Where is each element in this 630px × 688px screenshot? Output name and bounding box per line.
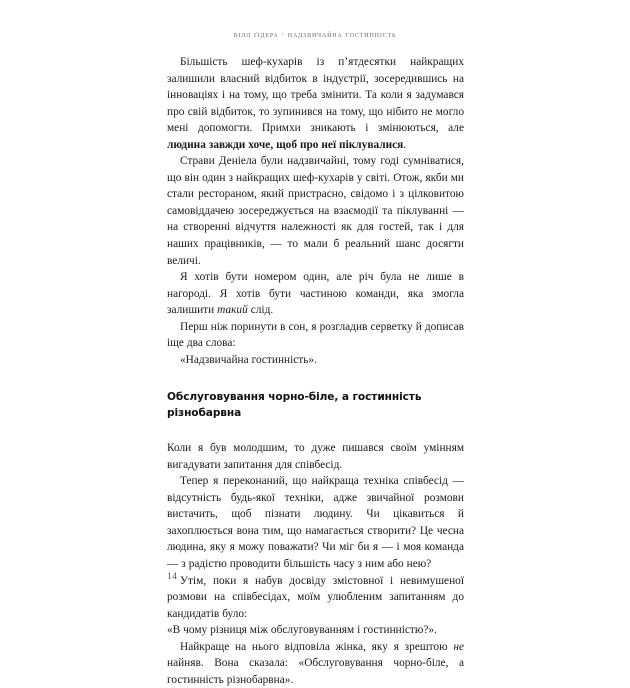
paragraph-1-text-a: Більшість шеф-кухарів із п’ятдесятки найкращих залишили власний відбиток в індустрії, зосередившись на інноваціях і на тому, що треба змінити. Та коли я задумався про свій відбиток, то зупинився на тому, що нібито не могло мені допомогти. Примхи зникають і змінюються, але [167,56,464,135]
paragraph-3-text-a: Я хотів бути номером один, але річ була не лише в нагороді. Я хотів бути частиною команди, яка змогла залишити [167,271,464,317]
paragraph-5-quote: «Надзвичайна гостинність». [180,353,317,366]
paragraph-8: Утім, поки я набув досвіду змістовної і невимушеної розмови на співбесідах, моїм улюбленим запитанням до кандидатів було: [167,574,464,620]
paragraph-10 [167,639,464,688]
paragraph-1-emphasis: людина завжди хоче, щоб про неї піклувалися [167,138,404,151]
paragraph-1-text-b: . [403,138,407,151]
paragraph-1 [167,54,464,153]
paragraph-10-text-b: найняв. Вона сказала: «Обслуговування чорно-біле, а гостинність різнобарвна». [167,657,464,686]
paragraph-6: Коли я був молодшим, то дуже пишався своїм умінням вигадувати запитання для співбесід. [167,442,464,471]
page-number: 14 [167,572,178,582]
paragraph-10-text-a: Найкраще на нього відповіла жінка, яку я зрештою [180,640,454,653]
paragraph-2: Страви Деніела були надзвичайні, тому годі сумніватися, що він один з найкращих шеф-кухарів у світі. Отож, якби ми стали рестораном, який пристрасно, свідомо і з цілковитою самовіддачею зосереджується на взаємодії та піклуванні — на створенні відчуття належності як для гостей, так і для наших працівників, — то мали б реальний шанс досягти величі. [167,155,464,267]
text-block [167,54,464,688]
heading-spacer-below [167,421,464,440]
section-heading: Обслуговування чорно-біле, а гостинність різнобарвна [167,391,422,419]
paragraph-7: Тепер я переконаний, що найкраща техніка співбесід — відсутність будь-якої техніки, адже звичайної розмови вистачить, щоб пізнати людину. Чи цікавиться й захоплюється вона тим, що намагається створити? Це чесна людина, яку я можу поважати? Чи міг би я — і моя команда — з радістю проводити більшість часу з ним або нею? [167,475,464,571]
paragraph-9-question: «В чому різниця між обслуговуванням і гостинністю?». [167,624,437,637]
heading-spacer-above [167,368,464,390]
running-head: вілл ґідера · надзвичайна гостинність [233,30,397,39]
paragraph-3-text-b: слід. [247,304,274,317]
paragraph-3-emphasis: такий [217,304,248,317]
paragraph-10-emphasis: не [453,640,464,653]
paragraph-3 [167,269,464,319]
paragraph-4: Перш ніж поринути в сон, я розгладив серветку й дописав іще два слова: [167,320,464,350]
